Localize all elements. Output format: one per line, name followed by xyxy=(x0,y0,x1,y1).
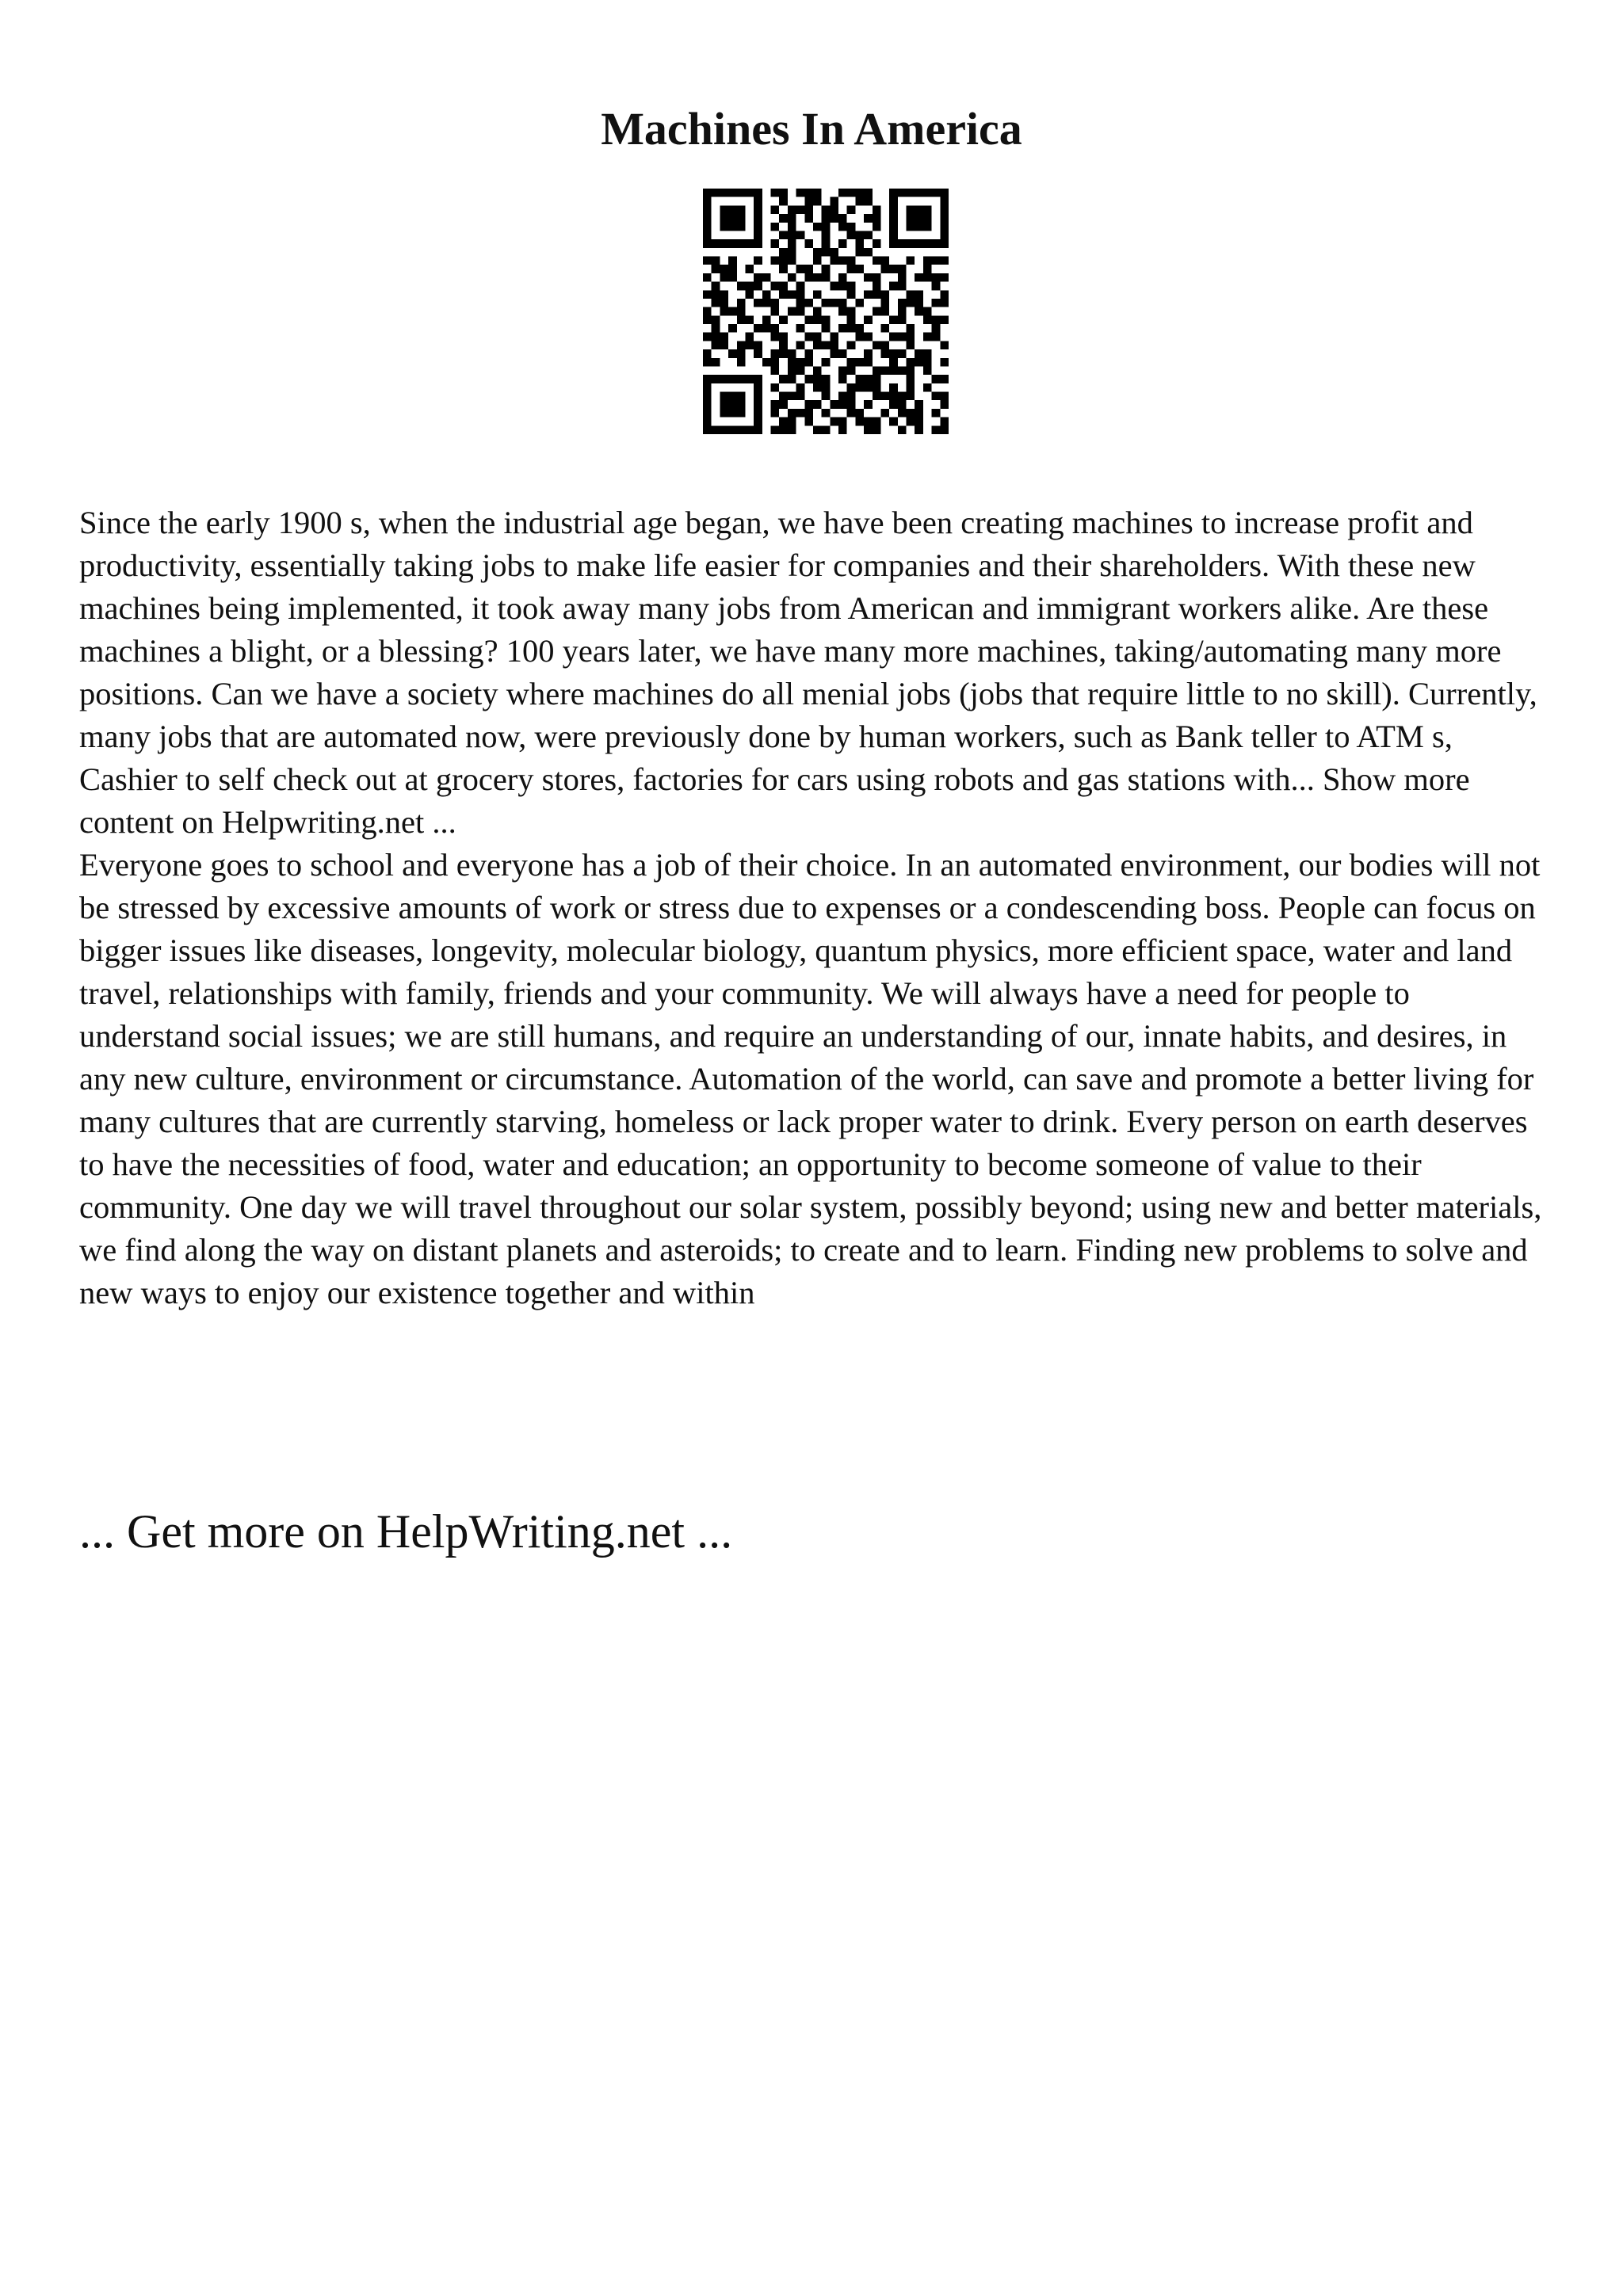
paragraph-intro: Since the early 1900 s, when the industrial age began, we have been creating machines to increase profit and productivity, essentially taking jobs to make life easier for companies and their shareholders. With these new machines being implemented, it took away many jobs from American and immigrant workers alike. Are these machines a blight, or a blessing? 100 years later, we have many more machines, taking/automating many more positions. Can we have a society where machines do all menial jobs (jobs that require little to no skill). Currently, many jobs that are automated now, were previously done by human workers, such as Bank teller to ATM s, Cashier to self check out at grocery stores, factories for cars using robots and gas stations with... Show more content on Helpwriting.net ... xyxy=(79,505,1537,840)
qr-code-icon xyxy=(703,189,949,434)
article-body xyxy=(79,502,1553,1314)
page-title: Machines In America xyxy=(601,103,1022,154)
get-more-link[interactable]: ... Get more on HelpWriting.net ... xyxy=(79,1505,733,1558)
paragraph-main: Everyone goes to school and everyone has a job of their choice. In an automated environment, our bodies will not be stressed by excessive amounts of work or stress due to expenses or a condescending boss. People can focus on bigger issues like diseases, longevity, molecular biology, quantum physics, more efficient space, water and land travel, relationships with family, friends and your community. We will always have a need for people to understand social issues; we are still humans, and require an understanding of our, innate habits, and desires, in any new culture, environment or circumstance. Automation of the world, can save and promote a better living for many cultures that are currently starving, homeless or lack proper water to drink. Every person on earth deserves to have the necessities of food, water and education; an opportunity to become someone of value to their community. One day we will travel throughout our solar system, possibly beyond; using new and better materials, we find along the way on distant planets and asteroids; to create and to learn. Finding new problems to solve and new ways to enjoy our existence together and within xyxy=(79,847,1542,1310)
